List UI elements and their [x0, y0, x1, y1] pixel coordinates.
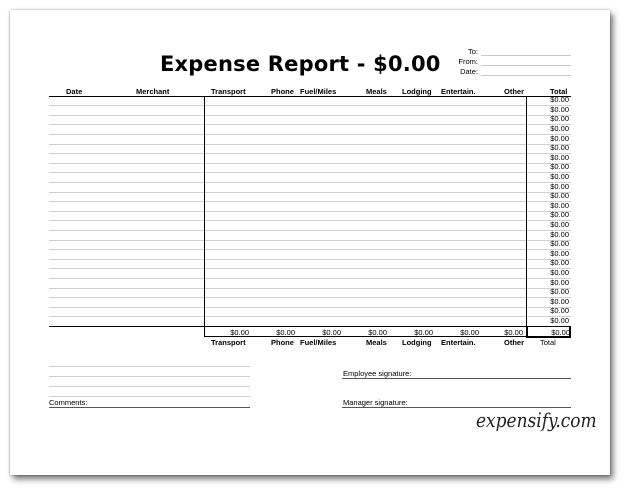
row-total: $0.00	[550, 248, 569, 258]
foot-header-other: Other	[504, 338, 525, 347]
foot-header-total: Total	[540, 338, 556, 347]
table-row[interactable]	[49, 172, 571, 173]
table-row[interactable]	[49, 259, 571, 260]
row-total: $0.00	[550, 133, 569, 143]
table-row[interactable]	[49, 201, 571, 202]
row-total: $0.00	[550, 152, 569, 162]
comments-line[interactable]	[49, 366, 250, 367]
table-row[interactable]	[49, 307, 571, 308]
foot-header-lodging: Lodging	[402, 338, 432, 347]
row-total: $0.00	[550, 267, 569, 277]
row-total: $0.00	[550, 123, 569, 133]
expense-report-page	[10, 10, 610, 475]
sum-entertain: $0.00	[460, 328, 479, 337]
row-total: $0.00	[550, 229, 569, 239]
row-total: $0.00	[550, 210, 569, 220]
comments-line[interactable]	[49, 407, 250, 408]
date-label: Date:	[460, 67, 478, 76]
foot-header-fuel: Fuel/Miles	[300, 338, 337, 347]
col-header-phone: Phone	[271, 87, 294, 96]
row-total: $0.00	[550, 143, 569, 153]
table-row[interactable]	[49, 144, 571, 145]
table-row[interactable]	[49, 211, 571, 212]
table-row[interactable]	[49, 153, 571, 154]
table-row[interactable]	[49, 288, 571, 289]
expensify-logo: expensify.com	[476, 408, 597, 432]
to-label: To:	[467, 47, 478, 56]
to-field[interactable]	[481, 55, 571, 56]
table-row[interactable]	[49, 105, 571, 106]
table-row[interactable]	[49, 278, 571, 279]
row-total: $0.00	[550, 191, 569, 201]
col-header-other: Other	[504, 87, 525, 96]
row-total: $0.00	[550, 258, 569, 268]
table-row[interactable]	[49, 115, 571, 116]
row-total: $0.00	[550, 171, 569, 181]
table-row[interactable]	[49, 124, 571, 125]
table-row[interactable]	[49, 240, 571, 241]
from-field[interactable]	[481, 65, 571, 66]
col-header-fuel: Fuel/Miles	[300, 87, 337, 96]
table-row[interactable]	[49, 230, 571, 231]
table-row[interactable]	[49, 163, 571, 164]
table-row[interactable]	[49, 268, 571, 269]
from-label: From:	[458, 57, 478, 66]
employee-signature-field[interactable]	[342, 378, 571, 379]
sum-meals: $0.00	[368, 328, 387, 337]
table-row[interactable]	[49, 249, 571, 250]
date-field[interactable]	[481, 75, 571, 76]
col-header-lodging: Lodging	[402, 87, 432, 96]
table-row[interactable]	[49, 192, 571, 193]
total-divider	[526, 96, 527, 326]
sum-fuel: $0.00	[322, 328, 341, 337]
row-total: $0.00	[550, 104, 569, 114]
row-total: $0.00	[550, 277, 569, 287]
employee-signature-label: Employee signature:	[343, 369, 412, 378]
comments-label: Comments:	[49, 398, 88, 407]
sum-total: $0.00	[551, 328, 570, 337]
table-row[interactable]	[49, 220, 571, 221]
col-header-transport: Transport	[211, 87, 246, 96]
col-header-merchant: Merchant	[136, 87, 170, 96]
merchant-divider	[204, 96, 205, 336]
table-row[interactable]	[49, 182, 571, 183]
comments-line[interactable]	[49, 386, 250, 387]
comments-line[interactable]	[49, 376, 250, 377]
foot-header-entertain: Entertain.	[441, 338, 476, 347]
col-header-date: Date	[66, 87, 83, 96]
grid-top-border	[49, 96, 571, 97]
row-total: $0.00	[550, 287, 569, 297]
row-total: $0.00	[550, 181, 569, 191]
row-total: $0.00	[550, 162, 569, 172]
row-total: $0.00	[550, 296, 569, 306]
sum-other: $0.00	[504, 328, 523, 337]
row-total: $0.00	[550, 315, 569, 325]
comments-line[interactable]	[49, 396, 250, 397]
foot-header-meals: Meals	[366, 338, 387, 347]
manager-signature-label: Manager signature:	[343, 398, 408, 407]
sum-phone: $0.00	[276, 328, 295, 337]
foot-header-transport: Transport	[211, 338, 246, 347]
row-total: $0.00	[550, 306, 569, 316]
table-row[interactable]	[49, 297, 571, 298]
sum-lodging: $0.00	[414, 328, 433, 337]
foot-header-phone: Phone	[271, 338, 294, 347]
row-total: $0.00	[550, 219, 569, 229]
table-row[interactable]	[49, 134, 571, 135]
sum-transport: $0.00	[230, 328, 249, 337]
col-header-entertain: Entertain.	[441, 87, 476, 96]
row-total: $0.00	[550, 114, 569, 124]
table-row[interactable]	[49, 316, 571, 317]
grid-bottom-border	[49, 326, 571, 327]
report-title: Expense Report - $0.00	[160, 52, 441, 76]
row-total: $0.00	[550, 239, 569, 249]
row-total: $0.00	[550, 200, 569, 210]
row-total: $0.00	[550, 95, 569, 105]
col-header-meals: Meals	[366, 87, 387, 96]
col-header-total: Total	[550, 87, 568, 96]
